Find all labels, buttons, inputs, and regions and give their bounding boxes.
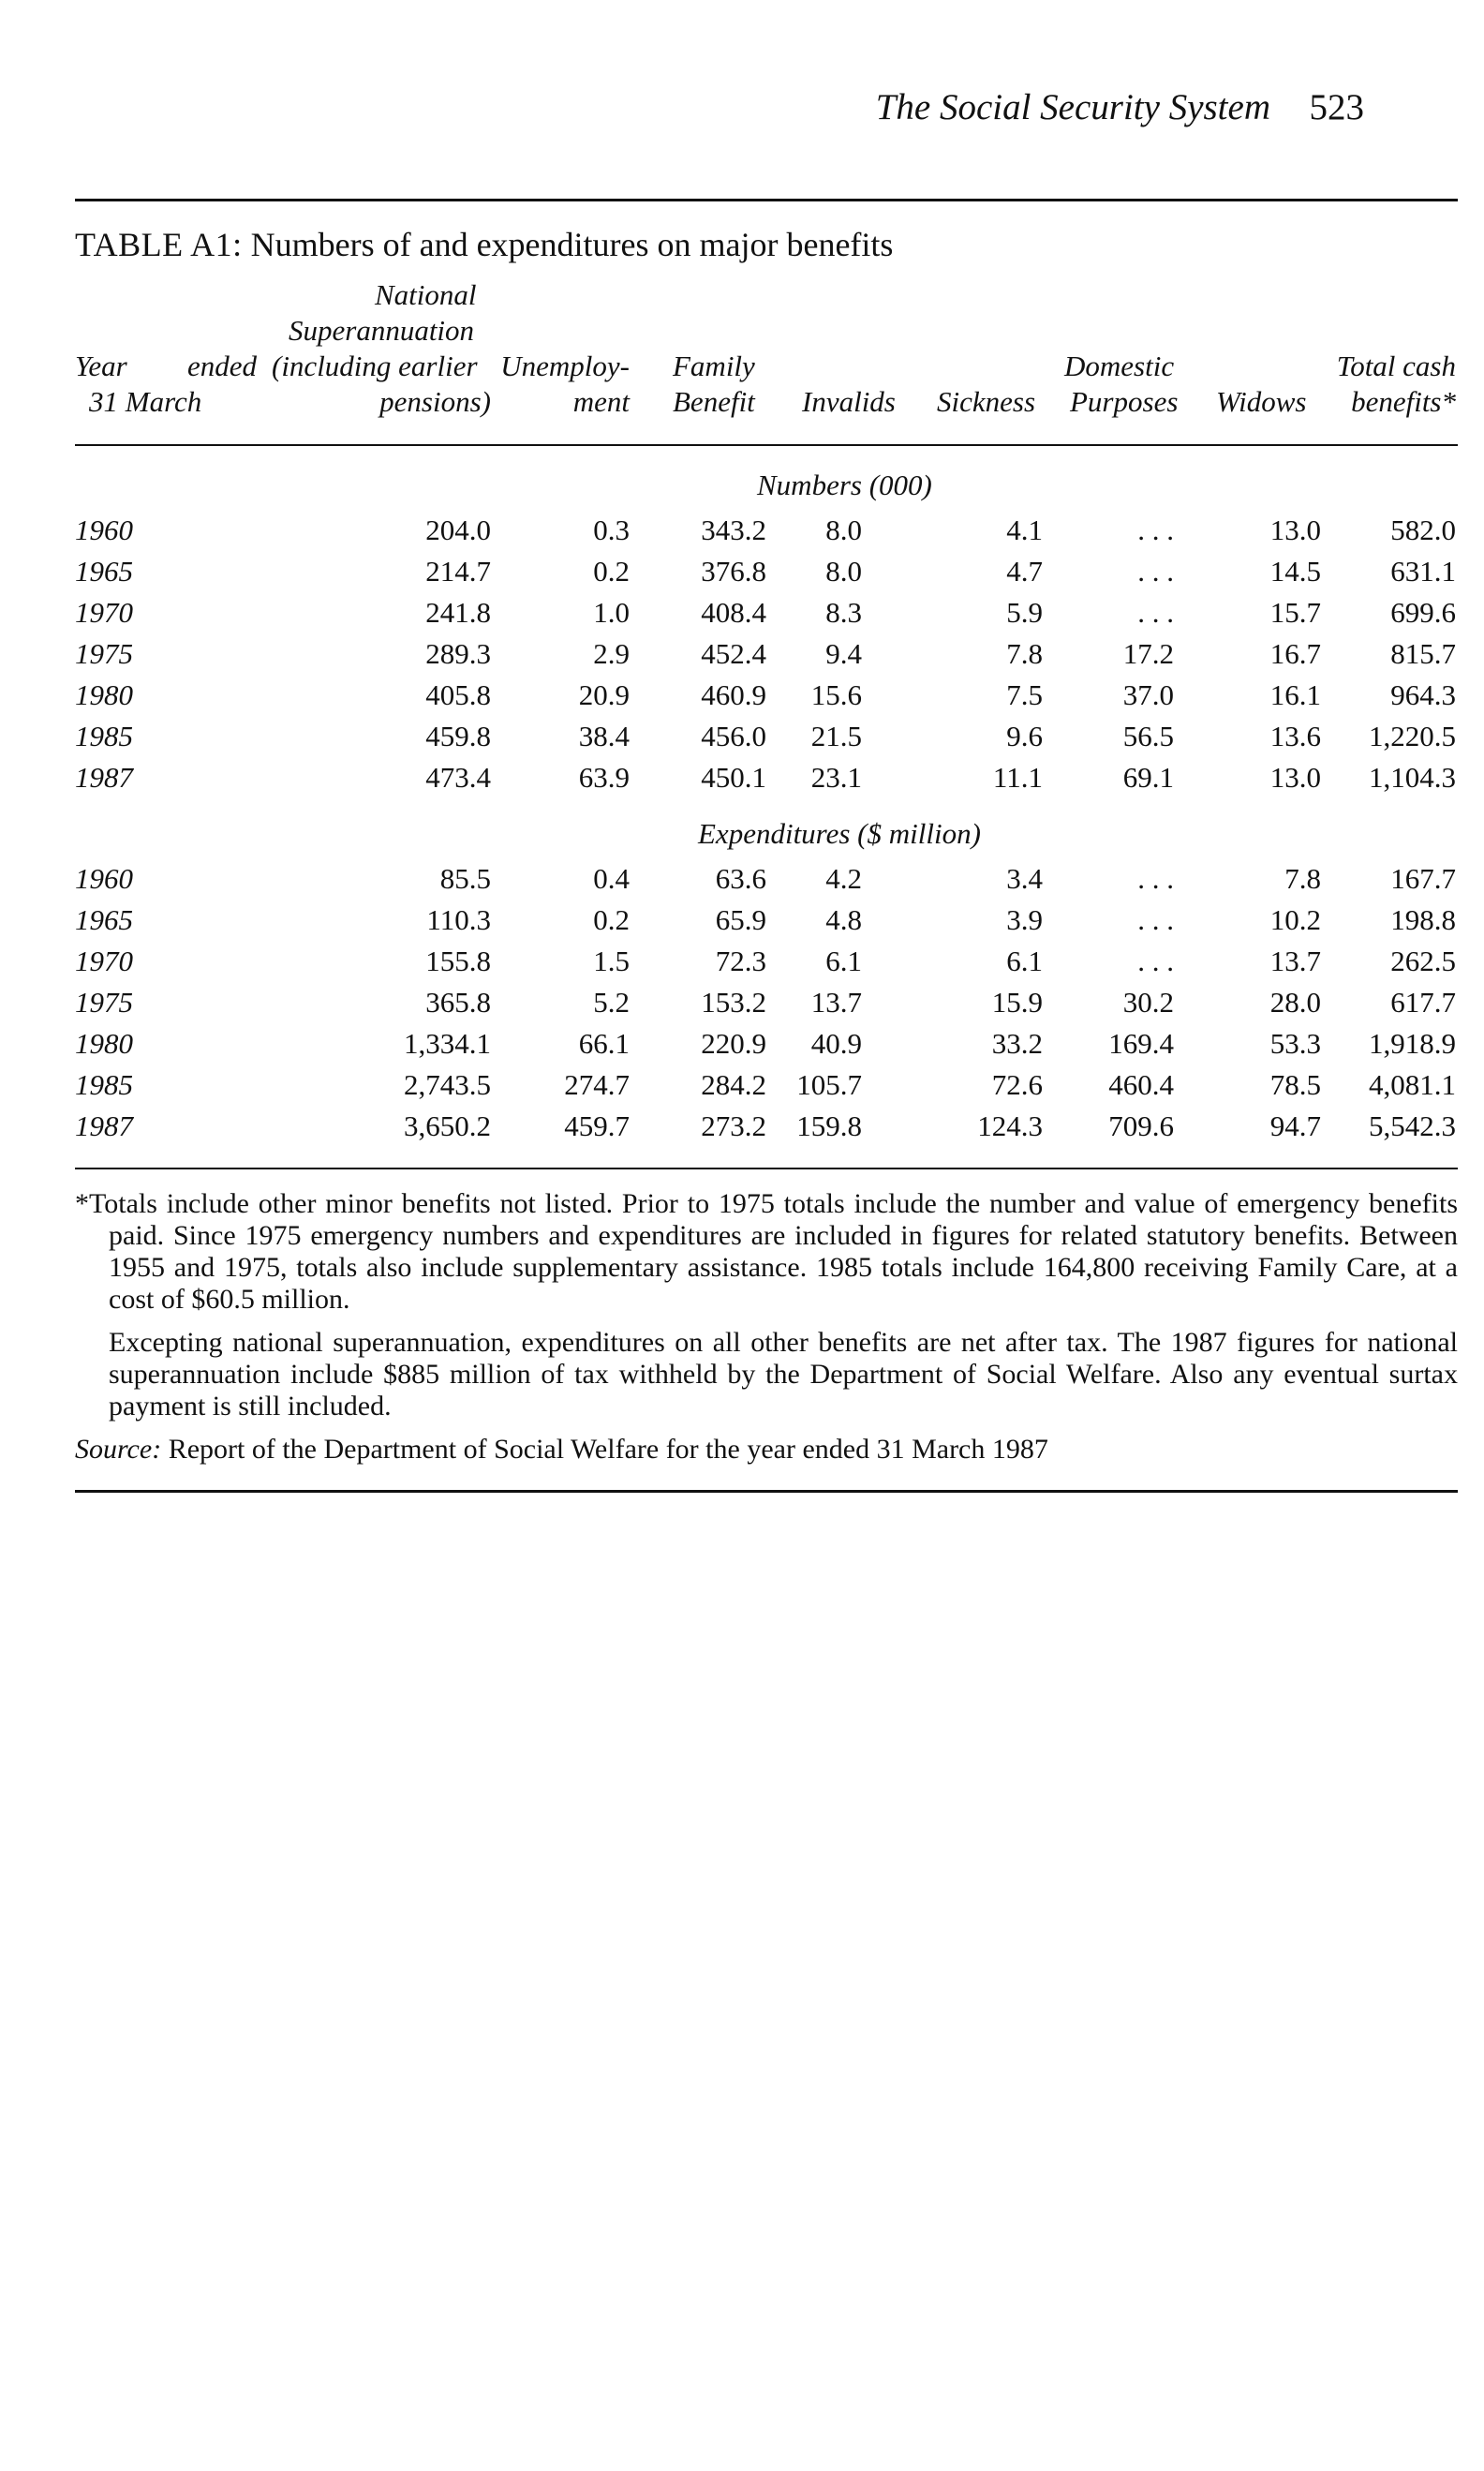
table-cell: 65.9: [715, 903, 766, 936]
source-text: Report of the Department of Social Welfare for the year ended 31 March 1987: [168, 1434, 1048, 1465]
table-cell: 38.4: [578, 720, 630, 752]
col-header-year-2: ended: [186, 350, 257, 382]
col-header-super-1: National: [375, 278, 477, 311]
top-rule: [75, 199, 1458, 201]
table-cell: 0.2: [593, 903, 630, 936]
table-row: [0, 862, 1484, 903]
table-cell: 284.2: [701, 1068, 766, 1101]
row-year: 1960: [75, 514, 133, 546]
table-cell: 8.3: [825, 596, 862, 629]
table-cell: 78.5: [1269, 1068, 1321, 1101]
table-row: [0, 945, 1484, 986]
table-cell: . . .: [1137, 555, 1174, 588]
table-cell: 460.9: [701, 678, 766, 711]
table-cell: 63.6: [715, 862, 766, 895]
table-row: [0, 720, 1484, 761]
row-year: 1970: [75, 945, 133, 977]
table-cell: 13.7: [810, 986, 862, 1019]
table-cell: 110.3: [426, 903, 491, 936]
running-header: [75, 86, 1364, 142]
table-cell: 0.2: [593, 555, 630, 588]
col-header-sickness: Sickness: [937, 385, 1036, 418]
table-cell: 7.8: [1284, 862, 1321, 895]
table-cell: 13.7: [1269, 945, 1321, 977]
table-row: [0, 514, 1484, 555]
table-cell: 456.0: [701, 720, 766, 752]
table-cell: . . .: [1137, 945, 1174, 977]
table-cell: 2,743.5: [404, 1068, 491, 1101]
table-cell: 21.5: [810, 720, 862, 752]
table-cell: 459.7: [564, 1109, 630, 1142]
table-cell: 3.4: [1006, 862, 1043, 895]
row-year: 1965: [75, 903, 133, 936]
table-cell: 0.3: [593, 514, 630, 546]
table-notes: [75, 1188, 1458, 1477]
col-header-domestic-1: Domestic: [1064, 350, 1175, 382]
table-cell: 155.8: [425, 945, 491, 977]
table-cell: 273.2: [701, 1109, 766, 1142]
table-row: [0, 986, 1484, 1027]
col-header-family-2: Benefit: [673, 385, 755, 418]
table-row: [0, 678, 1484, 720]
row-year: 1980: [75, 678, 133, 711]
col-header-total-1: Total cash: [1336, 350, 1456, 382]
table-cell: 473.4: [425, 761, 491, 794]
table-cell: 7.8: [1006, 637, 1043, 670]
table-cell: 37.0: [1122, 678, 1174, 711]
table-cell: 53.3: [1269, 1027, 1321, 1060]
table-cell: 4.7: [1006, 555, 1043, 588]
table-cell: 0.4: [593, 862, 630, 895]
col-header-domestic-2: Purposes: [1070, 385, 1179, 418]
table-cell: 69.1: [1122, 761, 1174, 794]
row-year: 1970: [75, 596, 133, 629]
table-label: TABLE A1:: [75, 226, 243, 263]
table-cell: 15.7: [1269, 596, 1321, 629]
table-cell: 1,334.1: [404, 1027, 491, 1060]
table-cell: 214.7: [425, 555, 491, 588]
table-row: [0, 903, 1484, 945]
col-header-family-1: Family: [673, 350, 755, 382]
table-cell: 169.4: [1108, 1027, 1174, 1060]
table-cell: 274.7: [564, 1068, 630, 1101]
table-cell: 13.0: [1269, 761, 1321, 794]
table-bottom-rule: [75, 1168, 1458, 1169]
table-cell: 4.1: [1006, 514, 1043, 546]
table-cell: 5.9: [1006, 596, 1043, 629]
table-cell: 15.9: [991, 986, 1043, 1019]
table-cell: 1.5: [593, 945, 630, 977]
table-cell: 5,542.3: [1369, 1109, 1456, 1142]
table-cell: 262.5: [1390, 945, 1456, 977]
row-year: 1985: [75, 1068, 133, 1101]
table-cell: 124.3: [977, 1109, 1043, 1142]
row-year: 1987: [75, 1109, 133, 1142]
table-cell: . . .: [1137, 862, 1174, 895]
table-cell: . . .: [1137, 596, 1174, 629]
table-cell: 3.9: [1006, 903, 1043, 936]
table-cell: 9.6: [1006, 720, 1043, 752]
table-cell: 1,220.5: [1369, 720, 1456, 752]
table-cell: 8.0: [825, 514, 862, 546]
table-cell: 3,650.2: [404, 1109, 491, 1142]
table-cell: 582.0: [1390, 514, 1456, 546]
table-row: [0, 761, 1484, 802]
table-cell: . . .: [1137, 903, 1174, 936]
row-year: 1960: [75, 862, 133, 895]
table-cell: 10.2: [1269, 903, 1321, 936]
table-cell: 241.8: [425, 596, 491, 629]
table-cell: 66.1: [578, 1027, 630, 1060]
table-cell: 72.3: [715, 945, 766, 977]
table-cell: 17.2: [1122, 637, 1174, 670]
footnote-tax: Excepting national superannuation, expenditures on all other benefits are net after tax. The 1987 figures for national superannuation include $885 million of tax withheld by the Department of Social Welfare. Also any eventual surtax payment is still included.: [109, 1327, 1458, 1422]
table-cell: 2.9: [593, 637, 630, 670]
col-header-super-2: Superannuation: [289, 314, 475, 347]
table-cell: 16.1: [1269, 678, 1321, 711]
col-header-unemp-2: ment: [572, 385, 630, 418]
table-cell: 4.8: [825, 903, 862, 936]
table-cell: 964.3: [1390, 678, 1456, 711]
table-cell: 72.6: [991, 1068, 1043, 1101]
table-cell: 33.2: [991, 1027, 1043, 1060]
col-header-widows: Widows: [1216, 385, 1307, 418]
table-cell: 459.8: [425, 720, 491, 752]
table-cell: . . .: [1137, 514, 1174, 546]
table-cell: 405.8: [425, 678, 491, 711]
table-cell: 450.1: [701, 761, 766, 794]
row-year: 1975: [75, 986, 133, 1019]
row-year: 1965: [75, 555, 133, 588]
table-cell: 1,918.9: [1369, 1027, 1456, 1060]
table-cell: 1,104.3: [1369, 761, 1456, 794]
table-row: [0, 596, 1484, 637]
table-cell: 8.0: [825, 555, 862, 588]
table-cell: 198.8: [1390, 903, 1456, 936]
table-cell: 40.9: [810, 1027, 862, 1060]
table-cell: 105.7: [796, 1068, 862, 1101]
table-cell: 289.3: [425, 637, 491, 670]
table-cell: 13.0: [1269, 514, 1321, 546]
row-year: 1980: [75, 1027, 133, 1060]
col-header-super-4: pensions): [379, 385, 491, 418]
table-title: [75, 225, 893, 264]
table-cell: 56.5: [1122, 720, 1174, 752]
table-cell: 30.2: [1122, 986, 1174, 1019]
page-number: 523: [1309, 87, 1364, 127]
table-cell: 376.8: [701, 555, 766, 588]
table-row: [0, 1027, 1484, 1068]
table-cell: 460.4: [1108, 1068, 1174, 1101]
table-cell: 11.1: [992, 761, 1043, 794]
col-header-total-2: benefits*: [1351, 385, 1456, 418]
table-cell: 6.1: [825, 945, 862, 977]
bottom-rule: [75, 1490, 1458, 1493]
col-header-year-3: 31 March: [89, 385, 202, 418]
row-year: 1985: [75, 720, 133, 752]
table-cell: 15.6: [810, 678, 862, 711]
running-title: The Social Security System: [875, 87, 1270, 127]
table-row: [0, 637, 1484, 678]
section-title-numbers: Numbers (000): [757, 469, 932, 501]
table-cell: 63.9: [578, 761, 630, 794]
table-cell: 365.8: [425, 986, 491, 1019]
table-cell: 94.7: [1269, 1109, 1321, 1142]
table-row: [0, 1109, 1484, 1151]
table-cell: 23.1: [810, 761, 862, 794]
source-line: [75, 1434, 1458, 1466]
section-title-expenditures: Expenditures ($ million): [698, 817, 981, 850]
table-cell: 14.5: [1269, 555, 1321, 588]
table-cell: 6.1: [1006, 945, 1043, 977]
table-cell: 343.2: [701, 514, 766, 546]
table-cell: 631.1: [1390, 555, 1456, 588]
table-cell: 452.4: [701, 637, 766, 670]
table-caption: Numbers of and expenditures on major benefits: [250, 226, 894, 263]
header-rule: [75, 444, 1458, 446]
table-row: [0, 1068, 1484, 1109]
table-cell: 167.7: [1390, 862, 1456, 895]
table-cell: 4,081.1: [1369, 1068, 1456, 1101]
table-cell: 5.2: [593, 986, 630, 1019]
col-header-super-3: (including earlier: [272, 350, 478, 382]
table-cell: 16.7: [1269, 637, 1321, 670]
row-year: 1987: [75, 761, 133, 794]
table-cell: 699.6: [1390, 596, 1456, 629]
table-cell: 20.9: [578, 678, 630, 711]
table-cell: 815.7: [1390, 637, 1456, 670]
col-header-invalids: Invalids: [802, 385, 896, 418]
col-header-unemp-1: Unemploy-: [500, 350, 630, 382]
table-cell: 1.0: [593, 596, 630, 629]
table-cell: 7.5: [1006, 678, 1043, 711]
table-cell: 153.2: [701, 986, 766, 1019]
table-cell: 13.6: [1269, 720, 1321, 752]
row-year: 1975: [75, 637, 133, 670]
table-cell: 9.4: [825, 637, 862, 670]
table-cell: 408.4: [701, 596, 766, 629]
table-cell: 28.0: [1269, 986, 1321, 1019]
table-cell: 617.7: [1390, 986, 1456, 1019]
footnote-totals: *Totals include other minor benefits not listed. Prior to 1975 totals include the number and value of emergency benefits paid. Since 1975 emergency numbers and expenditures are included in figures for related statutory benefits. Between 1955 and 1975, totals also include supplementary assistance. 1985 totals include 164,800 receiving Family Care, at a cost of $60.5 million.: [75, 1188, 1458, 1315]
table-cell: 204.0: [425, 514, 491, 546]
table-cell: 85.5: [439, 862, 491, 895]
table-cell: 220.9: [701, 1027, 766, 1060]
table-cell: 709.6: [1108, 1109, 1174, 1142]
table-row: [0, 555, 1484, 596]
table-cell: 4.2: [825, 862, 862, 895]
source-label: Source:: [75, 1434, 162, 1465]
table-cell: 159.8: [796, 1109, 862, 1142]
col-header-year-1: Year: [75, 350, 127, 382]
